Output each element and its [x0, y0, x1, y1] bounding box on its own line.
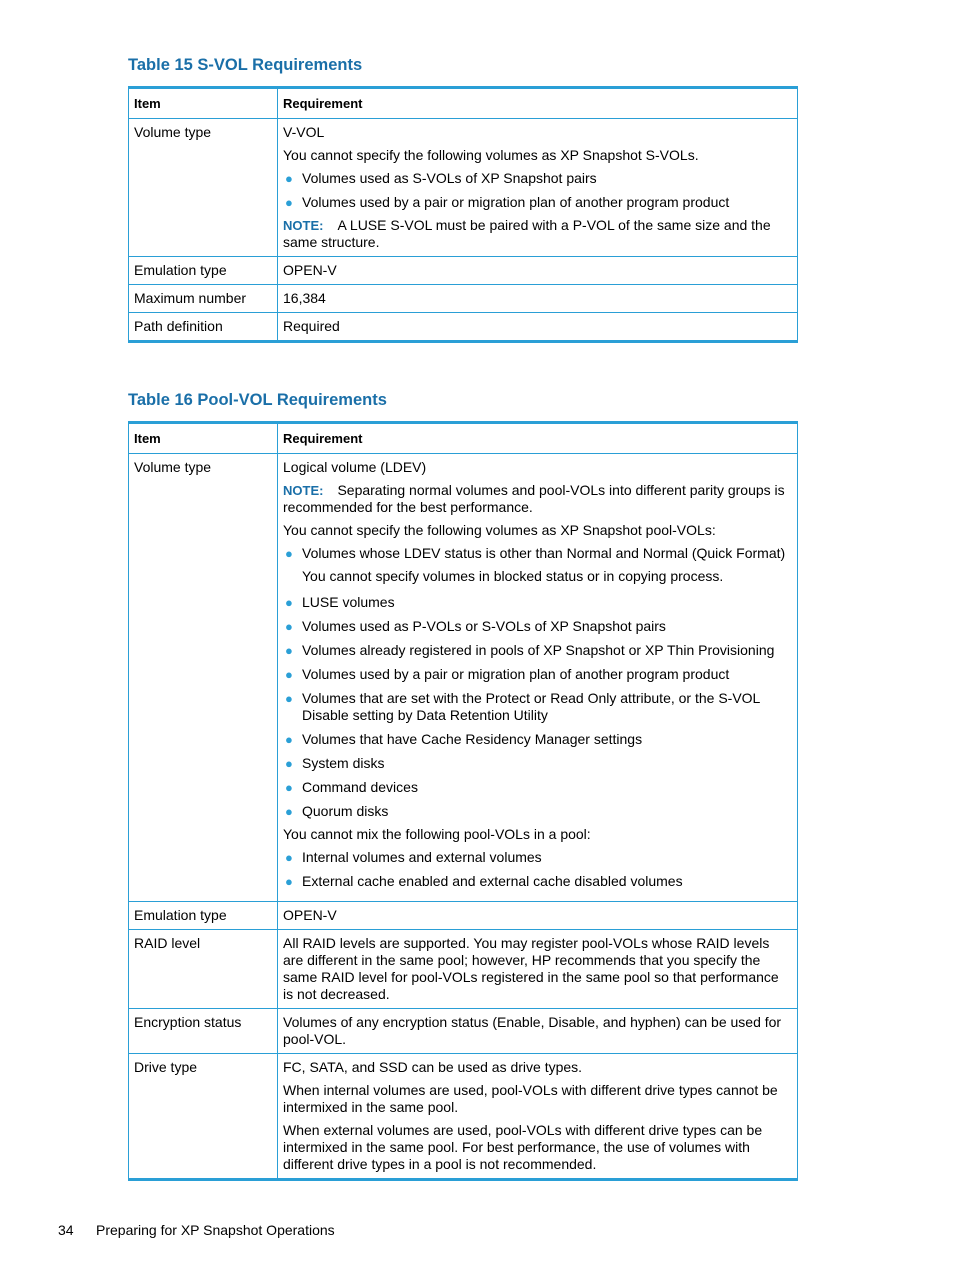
bullet-icon: ●	[285, 780, 293, 795]
bullet-icon: ●	[285, 643, 293, 658]
list-item-text: Volumes whose LDEV status is other than Normal and Normal (Quick Format)	[302, 545, 786, 561]
requirement-text: You cannot mix the following pool-VOLs in a pool:	[283, 826, 591, 842]
list-item-text: Volumes used by a pair or migration plan of another program product	[302, 666, 730, 682]
list-item	[283, 618, 792, 635]
requirement-text: You cannot specify the following volumes as XP Snapshot S-VOLs.	[283, 147, 699, 163]
note-text: Separating normal volumes and pool-VOLs into different parity groups is recommended for the best performance.	[283, 482, 785, 515]
bullet-icon: ●	[285, 619, 293, 634]
table-row	[129, 1009, 798, 1054]
table16-pool-vol-requirements	[128, 421, 798, 1181]
list-item-text: Volumes used as S-VOLs of XP Snapshot pairs	[302, 170, 597, 186]
requirement-text: FC, SATA, and SSD can be used as drive types.	[283, 1059, 583, 1075]
table-row	[129, 257, 798, 285]
row-item: Path definition	[129, 313, 278, 342]
requirement-text: When external volumes are used, pool-VOLs with different drive types can be intermixed in the same pool. For best performance, the use of volumes with different drive types in a pool is not recommended.	[283, 1122, 763, 1172]
list-item-subtext: You cannot specify volumes in blocked status or in copying process.	[302, 568, 724, 584]
note-text: A LUSE S-VOL must be paired with a P-VOL of the same size and the same structure.	[283, 217, 771, 250]
row-requirement	[278, 1054, 798, 1180]
table-row	[129, 902, 798, 930]
bullet-icon: ●	[285, 691, 293, 706]
row-item: Maximum number	[129, 285, 278, 313]
requirement-text: Logical volume (LDEV)	[283, 459, 427, 475]
list-item-text: External cache enabled and external cache disabled volumes	[302, 873, 683, 889]
bullet-icon: ●	[285, 546, 293, 561]
list-item	[283, 642, 792, 659]
bullet-icon: ●	[285, 756, 293, 771]
list-item	[283, 666, 792, 683]
bullet-icon: ●	[285, 667, 293, 682]
list-item	[283, 731, 792, 748]
bullet-icon: ●	[285, 195, 293, 210]
row-requirement: 16,384	[278, 285, 798, 313]
requirement-text: You cannot specify the following volumes as XP Snapshot pool-VOLs:	[283, 522, 716, 538]
column-header-requirement: Requirement	[278, 88, 798, 119]
list-item-text: Quorum disks	[302, 803, 389, 819]
row-item: Volume type	[129, 454, 278, 902]
row-requirement: All RAID levels are supported. You may register pool-VOLs whose RAID levels are different in the same pool; however, HP recommends that you specify the same RAID level for pool-VOLs registered in the same pool so that performance is not decreased.	[278, 930, 798, 1009]
row-item: RAID level	[129, 930, 278, 1009]
column-header-item: Item	[129, 423, 278, 454]
row-item: Emulation type	[129, 902, 278, 930]
list-item-text: Internal volumes and external volumes	[302, 849, 542, 865]
list-item-text: LUSE volumes	[302, 594, 395, 610]
list-item	[283, 170, 792, 187]
bullet-icon: ●	[285, 804, 293, 819]
table-row	[129, 285, 798, 313]
bullet-icon: ●	[285, 595, 293, 610]
list-item	[283, 194, 792, 211]
bullet-icon: ●	[285, 850, 293, 865]
table-row	[129, 454, 798, 902]
bullet-list	[283, 594, 792, 820]
list-item	[283, 873, 792, 890]
row-requirement	[278, 454, 798, 902]
column-header-item: Item	[129, 88, 278, 119]
list-item	[283, 779, 792, 796]
row-requirement: OPEN-V	[278, 902, 798, 930]
list-item-text: Command devices	[302, 779, 418, 795]
row-requirement: OPEN-V	[278, 257, 798, 285]
row-item: Emulation type	[129, 257, 278, 285]
table-row	[129, 119, 798, 257]
page-footer	[58, 1222, 335, 1238]
row-requirement: Required	[278, 313, 798, 342]
list-item-text: Volumes that have Cache Residency Manager settings	[302, 731, 643, 747]
note-label: NOTE:	[283, 218, 324, 233]
list-item	[283, 594, 792, 611]
list-item-text: System disks	[302, 755, 385, 771]
section-title: Preparing for XP Snapshot Operations	[96, 1222, 335, 1238]
table-row	[129, 313, 798, 342]
bullet-list	[283, 170, 792, 211]
note-label: NOTE:	[283, 483, 324, 498]
bullet-icon: ●	[285, 171, 293, 186]
row-requirement	[278, 119, 798, 257]
table15-svol-requirements	[128, 86, 798, 343]
requirement-text: V-VOL	[283, 124, 325, 140]
bullet-list	[283, 545, 792, 585]
list-item-text: Volumes used by a pair or migration plan of another program product	[302, 194, 730, 210]
bullet-list	[283, 849, 792, 890]
list-item-text: Volumes that are set with the Protect or Read Only attribute, or the S-VOL Disable setting by Data Retention Utility	[302, 690, 760, 723]
row-item: Encryption status	[129, 1009, 278, 1054]
bullet-icon: ●	[285, 732, 293, 747]
list-item-text: Volumes used as P-VOLs or S-VOLs of XP Snapshot pairs	[302, 618, 666, 634]
requirement-text: When internal volumes are used, pool-VOLs with different drive types cannot be intermixed in the same pool.	[283, 1082, 778, 1115]
list-item	[283, 849, 792, 866]
list-item	[283, 803, 792, 820]
page-number: 34	[58, 1222, 74, 1238]
table-header-row	[129, 88, 798, 119]
list-item-text: Volumes already registered in pools of XP Snapshot or XP Thin Provisioning	[302, 642, 775, 658]
table-header-row	[129, 423, 798, 454]
list-item	[283, 545, 792, 585]
list-item	[283, 755, 792, 772]
table16-caption: Table 16 Pool-VOL Requirements	[128, 391, 387, 409]
column-header-requirement: Requirement	[278, 423, 798, 454]
bullet-icon: ●	[285, 874, 293, 889]
list-item	[283, 690, 792, 724]
row-item: Volume type	[129, 119, 278, 257]
table-row	[129, 1054, 798, 1180]
table-row	[129, 930, 798, 1009]
note	[283, 217, 792, 251]
row-requirement: Volumes of any encryption status (Enable, Disable, and hyphen) can be used for pool-VOL.	[278, 1009, 798, 1054]
table15-caption: Table 15 S-VOL Requirements	[128, 56, 363, 74]
note	[283, 482, 792, 516]
row-item: Drive type	[129, 1054, 278, 1180]
